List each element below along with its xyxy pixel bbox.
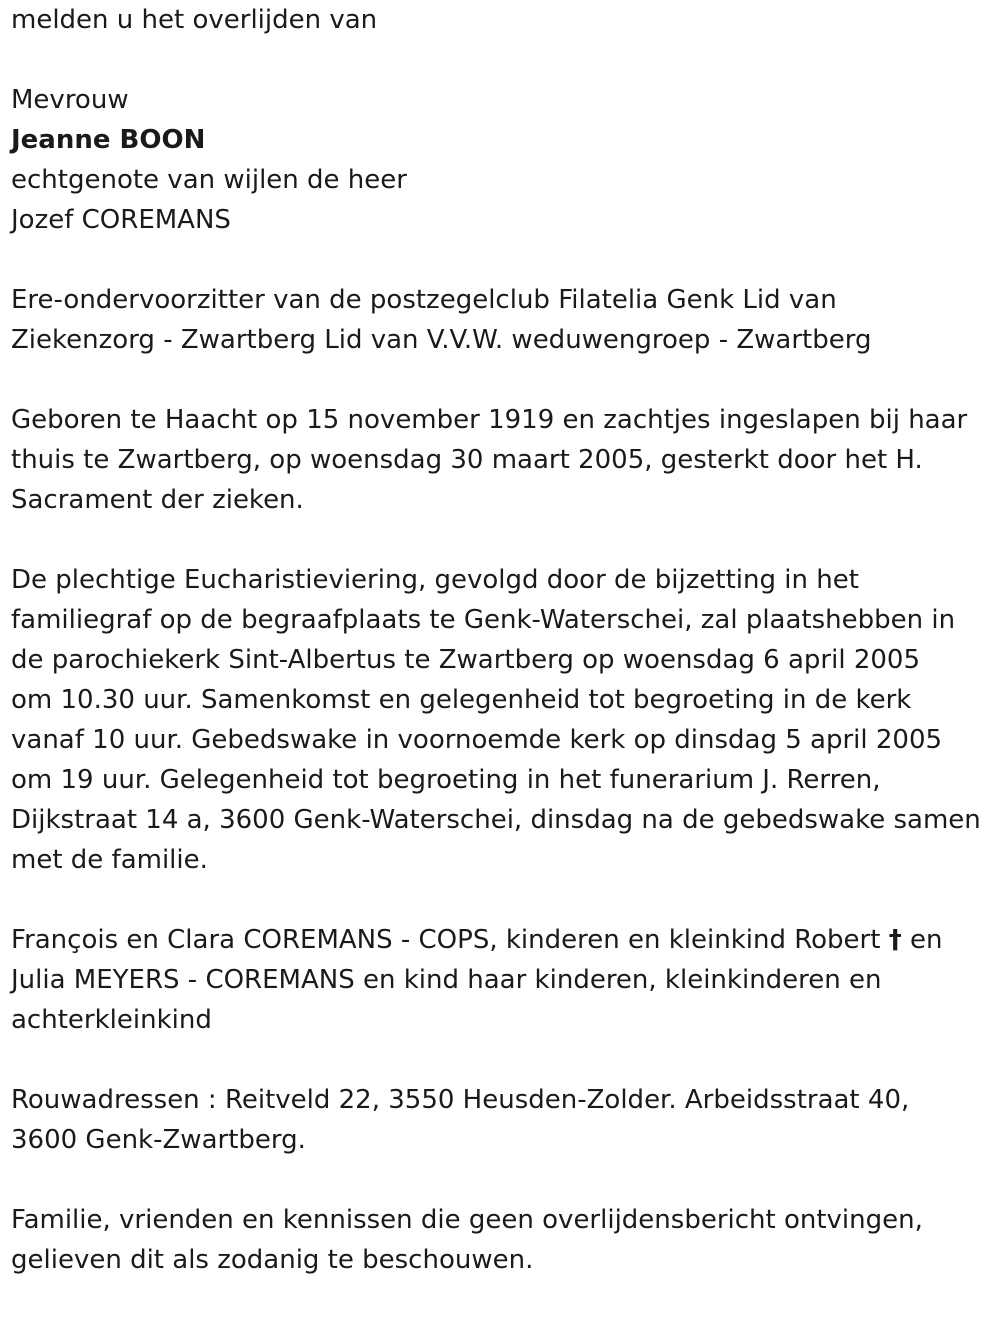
affiliations-paragraph [11,280,991,360]
affiliations-line: Ere-ondervoorzitter van de postzegelclub Filatelia Genk Lid van [11,285,837,315]
ceremony-paragraph [11,560,991,880]
closing-line: gelieven dit als zodanig te beschouwen. [11,1245,534,1275]
family-paragraph [11,920,991,1040]
birth-death-line: Sacrament der zieken. [11,485,304,515]
birth-death-paragraph [11,400,991,520]
birth-death-line: Geboren te Haacht op 15 november 1919 en zachtjes ingeslapen bij haar [11,405,968,435]
spacer [11,240,991,280]
spacer [11,1040,991,1080]
ceremony-line: Dijkstraat 14 a, 3600 Genk-Waterschei, dinsdag na de gebedswake samen [11,805,981,835]
spouse-name: Jozef COREMANS [11,205,231,235]
ceremony-line: om 10.30 uur. Samenkomst en gelegenheid tot begroeting in de kerk [11,685,912,715]
spacer [11,40,991,80]
ceremony-line: de parochiekerk Sint-Albertus te Zwartberg op woensdag 6 april 2005 [11,645,920,675]
birth-death-line: thuis te Zwartberg, op woensdag 30 maart 2005, gesterkt door het H. [11,445,923,475]
spacer [11,880,991,920]
ceremony-line: om 19 uur. Gelegenheid tot begroeting in het funerarium J. Rerren, [11,765,881,795]
deceased-name: Jeanne BOON [11,125,206,155]
family-line: achterkleinkind [11,1005,212,1035]
cross-icon: † [888,925,902,955]
ceremony-line: familiegraf op de begraafplaats te Genk-Waterschei, zal plaatshebben in [11,605,956,635]
intro-text: melden u het overlijden van [11,5,378,35]
ceremony-line: De plechtige Eucharistieviering, gevolgd door de bijzetting in het [11,565,859,595]
spouse-intro: echtgenote van wijlen de heer [11,165,407,195]
closing-paragraph [11,1200,991,1280]
addresses-paragraph [11,1080,991,1160]
family-line-text: François en Clara COREMANS - COPS, kinderen en kleinkind Robert [11,925,881,955]
spacer [11,360,991,400]
family-line: Julia MEYERS - COREMANS en kind haar kinderen, kleinkinderen en [11,965,882,995]
address-line: Rouwadressen : Reitveld 22, 3550 Heusden-Zolder. Arbeidsstraat 40, [11,1085,910,1115]
affiliations-line: Ziekenzorg - Zwartberg Lid van V.V.W. weduwengroep - Zwartberg [11,325,872,355]
spacer [11,1160,991,1200]
honorific: Mevrouw [11,85,129,115]
spacer [11,520,991,560]
ceremony-line: vanaf 10 uur. Gebedswake in voornoemde kerk op dinsdag 5 april 2005 [11,725,943,755]
family-line-text: en [909,925,943,955]
closing-line: Familie, vrienden en kennissen die geen overlijdensbericht ontvingen, [11,1205,923,1235]
ceremony-line: met de familie. [11,845,208,875]
address-line: 3600 Genk-Zwartberg. [11,1125,306,1155]
family-line [11,920,991,960]
obituary-notice [11,0,991,1280]
